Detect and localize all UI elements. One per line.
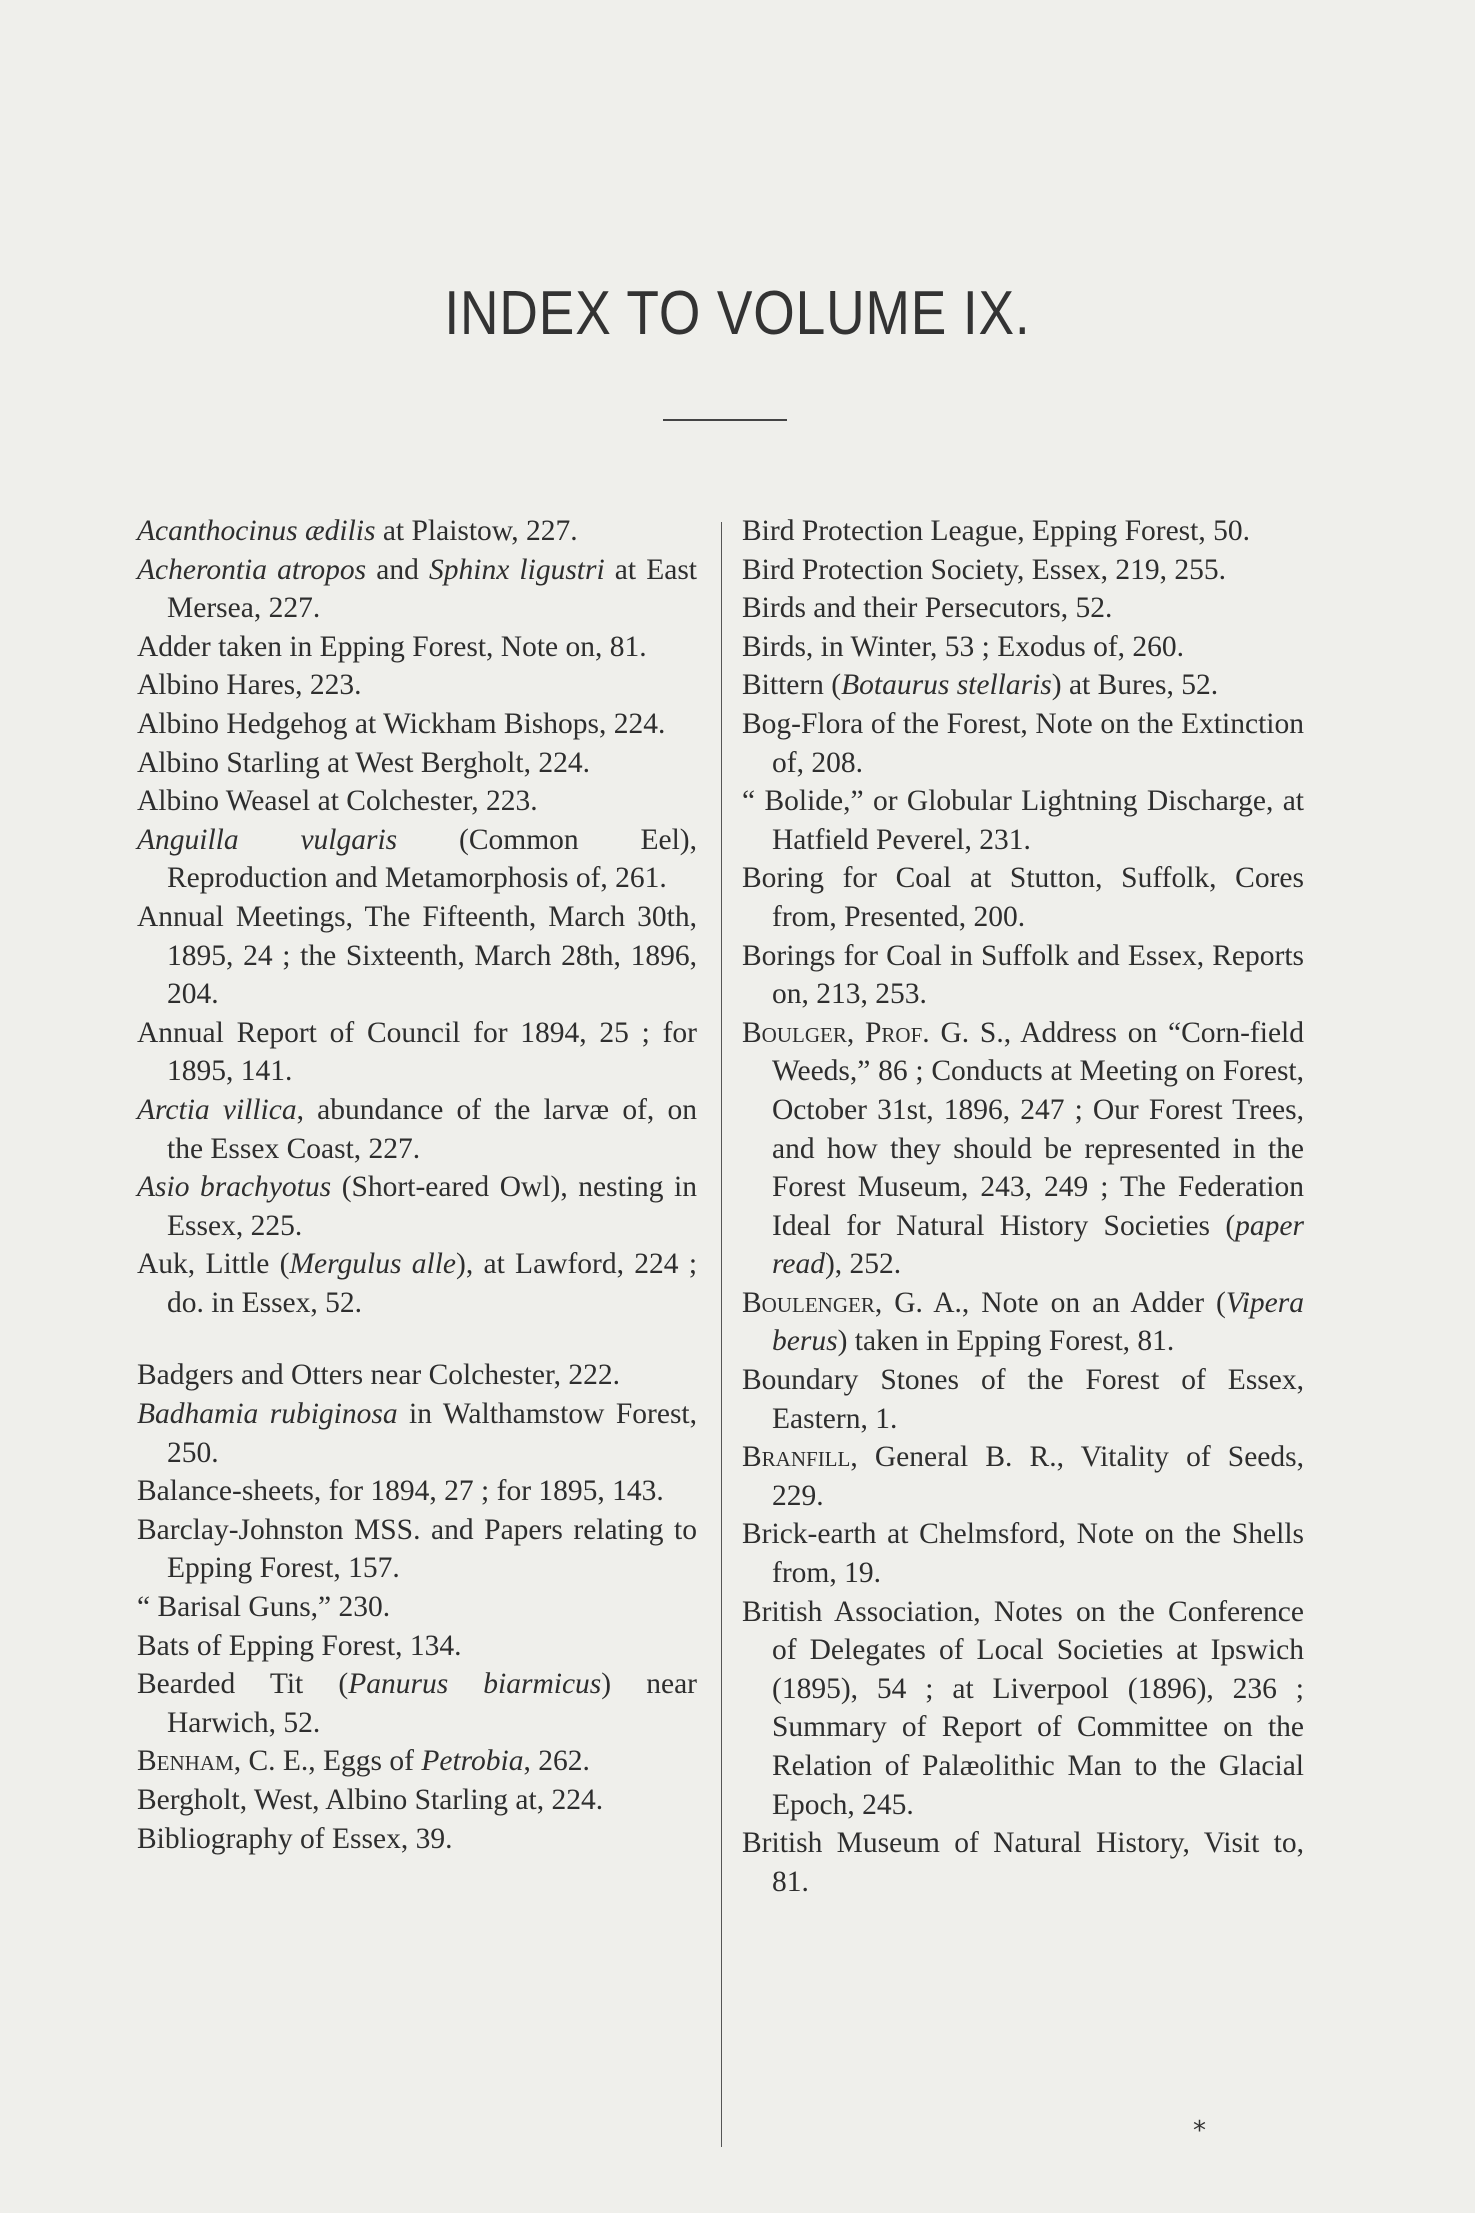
index-entry: Anguilla vulgaris (Common Eel), Reproduction and Metamorphosis of, 261. [137,823,697,895]
index-entry: Brick-earth at Chelmsford, Note on the Shells from, 19. [742,1518,1304,1590]
index-entry: Bog-Flora of the Forest, Note on the Extinction of, 208. [742,707,1304,779]
index-entry: Boring for Coal at Stutton, Suffolk, Cores from, Presented, 200. [742,862,1304,933]
index-entry: Boundary Stones of the Forest of Essex, Eastern, 1. [742,1364,1304,1435]
index-entry: Bird Protection League, Epping Forest, 50. [742,515,1250,547]
index-entry: Boulenger, G. A., Note on an Adder (Vipera berus) taken in Epping Forest, 81. [742,1286,1304,1358]
index-entry: Birds and their Persecutors, 52. [742,592,1113,625]
index-entry: Bats of Epping Forest, 134. [137,1629,462,1662]
page-title: INDEX TO VOLUME IX. [444,279,1031,348]
index-entry: Borings for Coal in Suffolk and Essex, Reports on, 213, 253. [742,939,1304,1011]
index-entry: Birds, in Winter, 53 ; Exodus of, 260. [742,630,1185,663]
index-entry: Badgers and Otters near Colchester, 222. [137,1359,620,1392]
index-entry: Acanthocinus ædilis at Plaistow, 227. [137,515,578,547]
index-entry: Auk, Little (Mergulus alle), at Lawford, 224 ; do. in Essex, 52. [137,1248,698,1319]
right-index-column [742,512,1304,1901]
index-entry: Asio brachyotus (Short-eared Owl), nesting in Essex, 225. [137,1171,698,1242]
index-entry: Benham, C. E., Eggs of Petrobia, 262. [137,1745,590,1778]
index-entry: Albino Hedgehog at Wickham Bishops, 224. [137,707,666,740]
index-entry: Albino Starling at West Bergholt, 224. [137,746,590,779]
index-entry: Bird Protection Society, Essex, 219, 255. [742,553,1226,586]
title-rule [663,419,787,421]
index-entry: Acherontia atropos and Sphinx ligustri at East Mersea, 227. [137,553,697,625]
index-entry: Albino Hares, 223. [137,669,362,702]
column-divider [721,522,722,2147]
index-entry: Annual Report of Council for 1894, 25 ; for 1895, 141. [137,1016,697,1088]
index-entry: “ Bolide,” or Globular Lightning Discharge, at Hatfield Peverel, 231. [742,785,1304,856]
index-entry: Bergholt, West, Albino Starling at, 224. [137,1784,604,1816]
left-index-column [137,512,697,1858]
index-entry: Albino Weasel at Colchester, 223. [137,785,538,818]
index-entry: Badhamia rubiginosa in Walthamstow Forest, 250. [137,1398,698,1469]
index-entry: “ Barisal Guns,” 230. [137,1591,391,1624]
index-entry: Bibliography of Essex, 39. [137,1822,453,1855]
index-entry: Arctia villica, abundance of the larvæ of, on the Essex Coast, 227. [137,1093,697,1165]
index-entry: Adder taken in Epping Forest, Note on, 81. [137,630,647,663]
index-entry: British Association, Notes on the Conference of Delegates of Local Societies at Ipswich (1895), 54 ; at Liverpool (1896), 236 ; Summary of Report of Committee on the Relation of Palæolithic Man to the Glacial Epoch, 245. [742,1595,1304,1821]
index-entry: Branfill, General B. R., Vitality of Seeds, 229. [742,1441,1304,1512]
index-entry: Bittern (Botaurus stellaris) at Bures, 52. [742,669,1219,702]
footer-asterisk: * [1193,2116,1206,2146]
index-entry: Bearded Tit (Panurus biarmicus) near Harwich, 52. [137,1668,697,1739]
index-entry: Balance-sheets, for 1894, 27 ; for 1895, 143. [137,1475,664,1508]
index-entry: Annual Meetings, The Fifteenth, March 30th, 1895, 24 ; the Sixteenth, March 28th, 1896, 204. [137,900,697,1011]
index-entry: Barclay-Johnston MSS. and Papers relating to Epping Forest, 157. [137,1513,697,1585]
index-entry: British Museum of Natural History, Visit to, 81. [742,1827,1304,1898]
index-entry: Boulger, Prof. G. S., Address on “Corn-field Weeds,” 86 ; Conducts at Meeting on Forest, October 31st, 1896, 247 ; Our Forest Trees, and how they should be represented in the Forest Museum, 243, 249 ; The Federation Ideal for Natural History Societies (paper read), 252. [742,1016,1304,1281]
